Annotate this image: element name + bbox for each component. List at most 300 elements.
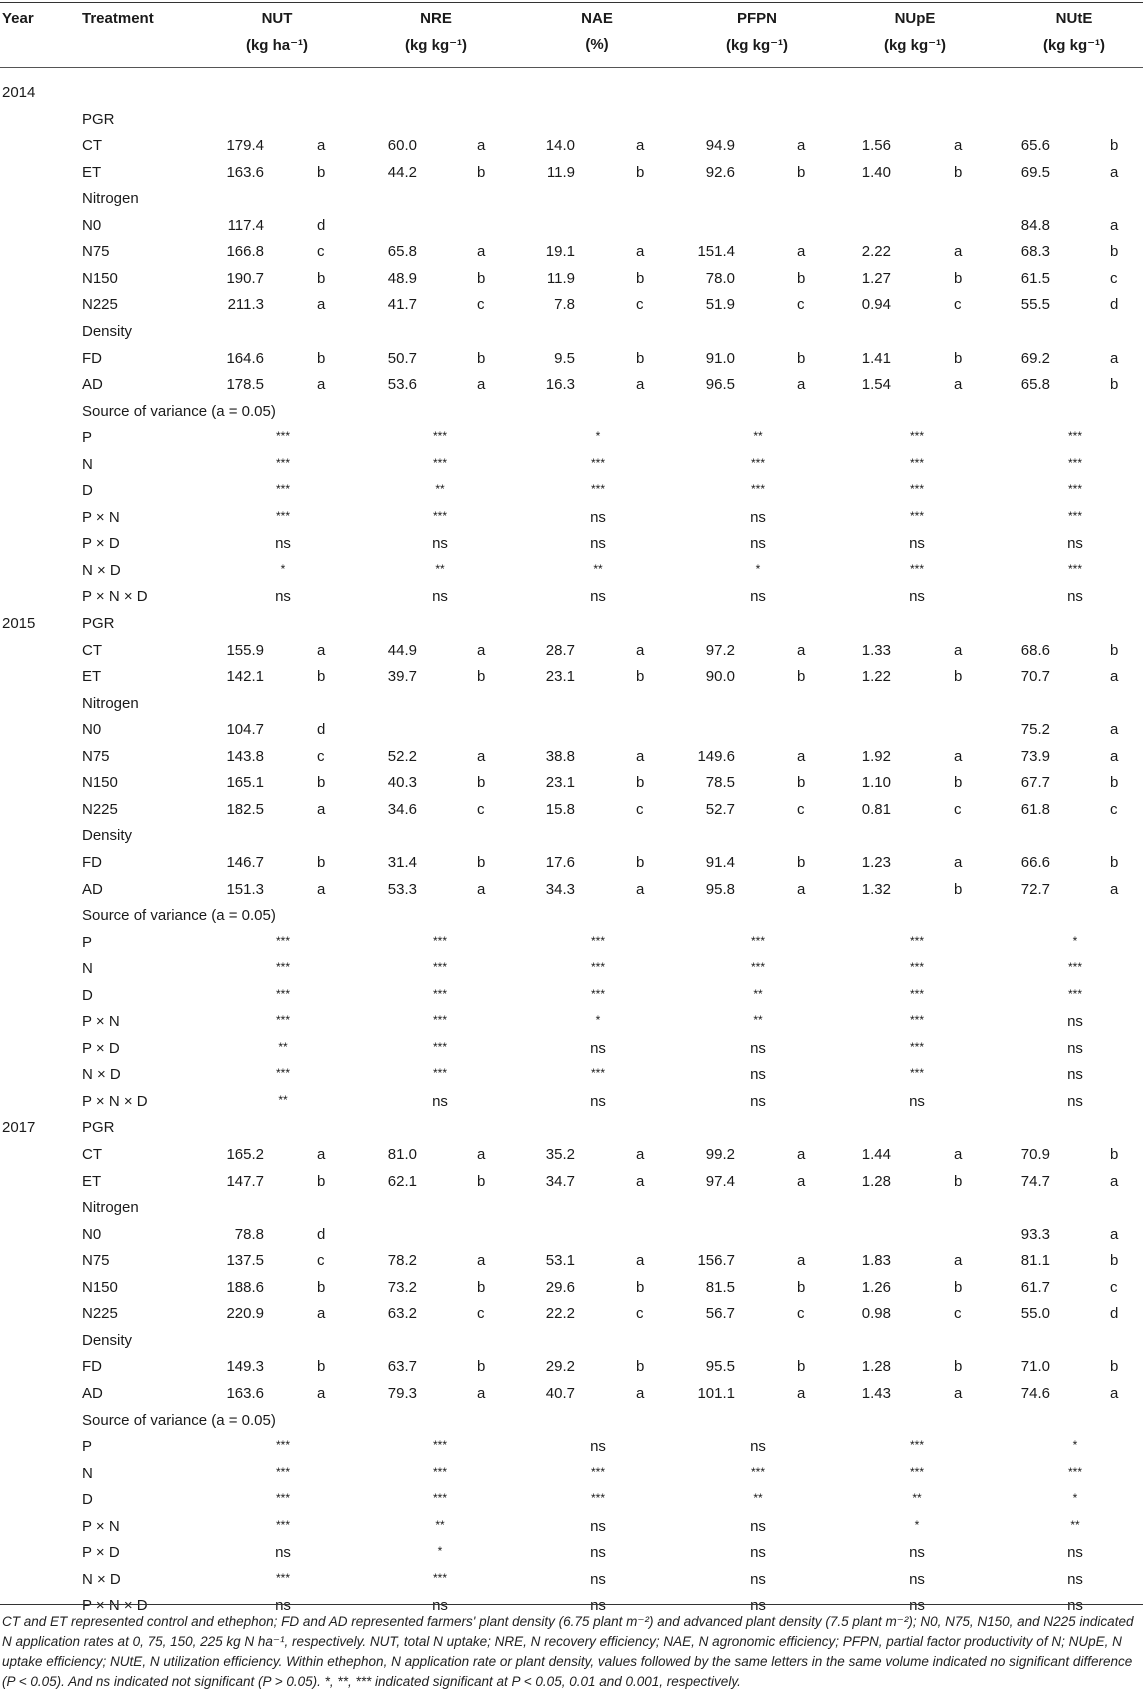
value-cell: 156.7 bbox=[697, 1252, 735, 1270]
letter-cell: a bbox=[1110, 163, 1119, 181]
significance-cell: *** bbox=[750, 482, 765, 497]
group-label: Nitrogen bbox=[82, 1199, 139, 1217]
letter-cell: a bbox=[797, 137, 806, 155]
letter-cell: b bbox=[477, 269, 486, 287]
significance-cell: *** bbox=[432, 1464, 447, 1479]
letter-cell: b bbox=[317, 1172, 326, 1190]
value-cell: 53.6 bbox=[387, 376, 417, 394]
value-cell: 61.7 bbox=[1020, 1278, 1050, 1296]
significance-row bbox=[0, 956, 1143, 982]
significance-cell: *** bbox=[909, 1438, 924, 1453]
value-cell: 53.1 bbox=[545, 1252, 575, 1270]
table-footnote: CT and ET represented control and ethephon; FD and AD represented farmers' plant density (6.75 plant m⁻²) and advanced plant density (7.5 plant m⁻²); N0, N75, N150, and N225 indicated N application rates at 0, 75, 150, 225 kg N ha⁻¹, respectively. NUT, total N uptake; NRE, N recovery efficiency; NAE, N agronomic efficiency; PFPN, partial factor productivity of N; NUpE, N uptake efficiency; NUtE, N utilization efficiency. Within ethephon, N application rate or plant density, values followed by the same letters in the same volume indicated no significant difference (P < 0.05). And ns indicated not significant (P > 0.05). *, **, *** indicated significant at P < 0.05, 0.01 and 0.001, respectively. bbox=[2, 1614, 1134, 1689]
value-cell: 1.27 bbox=[861, 269, 891, 287]
header-nre: NRE bbox=[420, 10, 452, 27]
significance-row bbox=[0, 1089, 1143, 1115]
value-cell: 61.8 bbox=[1020, 800, 1050, 818]
significance-cell: * bbox=[280, 561, 286, 576]
value-cell: 165.2 bbox=[226, 1146, 264, 1163]
significance-cell: *** bbox=[275, 1438, 290, 1453]
value-cell: 7.8 bbox=[554, 296, 575, 314]
letter-cell: a bbox=[477, 243, 486, 261]
letter-cell: c bbox=[477, 800, 485, 818]
letter-cell: b bbox=[477, 668, 486, 686]
value-cell: 34.7 bbox=[545, 1172, 575, 1190]
value-cell: 142.1 bbox=[226, 668, 264, 686]
treatment-label: P × N × D bbox=[82, 588, 148, 606]
letter-cell: b bbox=[317, 349, 326, 367]
letter-cell: b bbox=[797, 1358, 806, 1376]
letter-cell: a bbox=[797, 243, 806, 261]
letter-cell: c bbox=[636, 296, 644, 314]
value-cell: 16.3 bbox=[545, 376, 575, 394]
letter-cell: a bbox=[954, 641, 963, 659]
treatment-label: FD bbox=[82, 349, 102, 367]
value-cell: 65.8 bbox=[387, 243, 417, 261]
value-cell: 81.1 bbox=[1020, 1252, 1050, 1270]
table-row bbox=[0, 346, 1143, 372]
significance-cell: ** bbox=[753, 986, 763, 1001]
letter-cell: a bbox=[636, 641, 645, 659]
significance-cell: *** bbox=[275, 1013, 290, 1028]
treatment-label: P bbox=[82, 933, 93, 951]
treatment-label: P bbox=[82, 1438, 93, 1456]
value-cell: 179.4 bbox=[226, 137, 264, 155]
group-row bbox=[0, 823, 1143, 849]
significance-cell: ** bbox=[435, 1517, 445, 1532]
value-cell: 1.54 bbox=[861, 376, 891, 394]
letter-cell: a bbox=[954, 853, 963, 871]
letter-cell: b bbox=[954, 880, 963, 898]
significance-cell: ns bbox=[750, 588, 766, 606]
significance-cell: ns bbox=[590, 1438, 606, 1456]
letter-cell: a bbox=[317, 137, 326, 155]
value-cell: 70.9 bbox=[1020, 1146, 1050, 1163]
table-row bbox=[0, 638, 1143, 664]
letter-cell: b bbox=[636, 1278, 645, 1296]
significance-cell: ns bbox=[1067, 1570, 1083, 1588]
value-cell: 44.9 bbox=[387, 641, 417, 659]
letter-cell: b bbox=[797, 163, 806, 181]
significance-cell: *** bbox=[909, 1039, 924, 1054]
value-cell: 15.8 bbox=[545, 800, 575, 818]
value-cell: 92.6 bbox=[705, 163, 735, 181]
significance-cell: ns bbox=[432, 535, 448, 553]
letter-cell: c bbox=[317, 243, 325, 261]
value-cell: 65.6 bbox=[1020, 137, 1050, 155]
significance-cell: ns bbox=[1067, 1092, 1083, 1110]
value-cell: 149.3 bbox=[226, 1358, 264, 1376]
significance-row bbox=[0, 983, 1143, 1009]
table-row bbox=[0, 877, 1143, 903]
significance-cell: *** bbox=[275, 960, 290, 975]
significance-cell: *** bbox=[275, 1570, 290, 1585]
significance-row bbox=[0, 478, 1143, 504]
value-cell: 40.3 bbox=[387, 774, 417, 792]
letter-cell: b bbox=[954, 774, 963, 792]
significance-cell: *** bbox=[432, 455, 447, 470]
value-cell: 62.1 bbox=[387, 1172, 417, 1190]
value-cell: 164.6 bbox=[226, 349, 264, 367]
letter-cell: a bbox=[317, 1146, 326, 1163]
letter-cell: c bbox=[636, 800, 644, 818]
letter-cell: a bbox=[477, 137, 486, 155]
value-cell: 0.81 bbox=[861, 800, 891, 818]
letter-cell: b bbox=[954, 163, 963, 181]
value-cell: 166.8 bbox=[226, 243, 264, 261]
significance-cell: ns bbox=[432, 588, 448, 606]
letter-cell: a bbox=[317, 800, 326, 818]
treatment-label: P × D bbox=[82, 1039, 120, 1057]
significance-cell: *** bbox=[1067, 508, 1082, 523]
letter-cell: a bbox=[797, 747, 806, 765]
significance-cell: ns bbox=[275, 588, 291, 606]
value-cell: 1.26 bbox=[861, 1278, 891, 1296]
value-cell: 69.5 bbox=[1020, 163, 1050, 181]
treatment-label: CT bbox=[82, 641, 102, 659]
significance-row bbox=[0, 505, 1143, 531]
treatment-label: P × N bbox=[82, 508, 120, 526]
group-label: Density bbox=[82, 1331, 133, 1349]
significance-cell: *** bbox=[750, 1464, 765, 1479]
header-unit: (kg kg⁻¹) bbox=[883, 37, 947, 54]
value-cell: 40.7 bbox=[545, 1384, 575, 1402]
letter-cell: a bbox=[636, 243, 645, 261]
significance-cell: *** bbox=[909, 508, 924, 523]
letter-cell: a bbox=[797, 1252, 806, 1270]
value-cell: 34.6 bbox=[387, 800, 417, 818]
significance-cell: ** bbox=[593, 561, 603, 576]
group-label: PGR bbox=[82, 1119, 115, 1137]
letter-cell: a bbox=[954, 747, 963, 765]
value-cell: 52.2 bbox=[387, 747, 417, 765]
value-cell: 56.7 bbox=[705, 1305, 735, 1323]
significance-cell: * bbox=[1072, 1438, 1078, 1453]
header-unit: (%) bbox=[585, 36, 609, 53]
treatment-label: P × N × D bbox=[82, 1597, 148, 1615]
treatment-label: N bbox=[82, 960, 93, 978]
letter-cell: b bbox=[797, 269, 806, 287]
value-cell: 70.7 bbox=[1020, 668, 1050, 686]
value-cell: 151.3 bbox=[226, 880, 264, 898]
header-rule bbox=[0, 67, 1143, 68]
significance-cell: ns bbox=[1067, 1597, 1083, 1615]
value-cell: 81.0 bbox=[387, 1146, 417, 1163]
letter-cell: a bbox=[317, 1305, 326, 1323]
value-cell: 73.9 bbox=[1020, 747, 1050, 765]
treatment-label: ET bbox=[82, 1172, 102, 1190]
table-row bbox=[0, 133, 1143, 159]
group-label: Density bbox=[82, 322, 133, 340]
top-rule bbox=[0, 2, 1143, 3]
letter-cell: b bbox=[317, 1358, 326, 1376]
letter-cell: b bbox=[477, 1358, 486, 1376]
value-cell: 65.8 bbox=[1020, 376, 1050, 394]
letter-cell: a bbox=[477, 641, 486, 659]
significance-cell: ns bbox=[750, 1570, 766, 1588]
significance-row bbox=[0, 1514, 1143, 1540]
significance-cell: ** bbox=[435, 561, 445, 576]
letter-cell: b bbox=[1110, 376, 1119, 394]
letter-cell: b bbox=[636, 668, 645, 686]
letter-cell: a bbox=[954, 1146, 963, 1163]
value-cell: 22.2 bbox=[545, 1305, 575, 1323]
letter-cell: a bbox=[636, 1146, 645, 1163]
significance-cell: ns bbox=[1067, 588, 1083, 606]
value-cell: 78.5 bbox=[705, 774, 735, 792]
significance-row bbox=[0, 1036, 1143, 1062]
significance-cell: * bbox=[595, 429, 601, 444]
significance-cell: *** bbox=[590, 455, 605, 470]
value-cell: 63.2 bbox=[387, 1305, 417, 1323]
header-unit: (kg kg⁻¹) bbox=[404, 37, 468, 54]
letter-cell: c bbox=[954, 800, 962, 818]
treatment-label: FD bbox=[82, 1358, 102, 1376]
value-cell: 68.6 bbox=[1020, 641, 1050, 659]
table-row bbox=[0, 1169, 1143, 1195]
letter-cell: b bbox=[797, 349, 806, 367]
value-cell: 84.8 bbox=[1020, 216, 1050, 234]
treatment-label: N150 bbox=[82, 269, 118, 287]
value-cell: 17.6 bbox=[545, 853, 575, 871]
letter-cell: a bbox=[636, 747, 645, 765]
treatment-label: AD bbox=[82, 1384, 103, 1402]
letter-cell: c bbox=[477, 1305, 485, 1323]
letter-cell: b bbox=[477, 163, 486, 181]
letter-cell: c bbox=[1110, 1278, 1118, 1296]
letter-cell: a bbox=[636, 880, 645, 898]
value-cell: 50.7 bbox=[387, 349, 417, 367]
treatment-label: CT bbox=[82, 1146, 102, 1163]
value-cell: 81.5 bbox=[705, 1278, 735, 1296]
table-row bbox=[0, 770, 1143, 796]
value-cell: 23.1 bbox=[545, 774, 575, 792]
letter-cell: c bbox=[1110, 800, 1118, 818]
value-cell: 52.7 bbox=[705, 800, 735, 818]
significance-cell: ns bbox=[590, 1544, 606, 1562]
value-cell: 11.9 bbox=[546, 269, 575, 287]
treatment-label: P × N bbox=[82, 1517, 120, 1535]
year-label: 2015 bbox=[2, 615, 36, 632]
table-row bbox=[0, 797, 1143, 823]
significance-row bbox=[0, 1540, 1143, 1566]
letter-cell: a bbox=[954, 1252, 963, 1270]
significance-cell: ns bbox=[590, 1092, 606, 1110]
letter-cell: b bbox=[317, 1278, 326, 1296]
significance-cell: ns bbox=[909, 1570, 925, 1588]
header-unit: (kg kg⁻¹) bbox=[725, 37, 789, 54]
significance-cell: *** bbox=[1067, 960, 1082, 975]
group-row bbox=[0, 1115, 1143, 1141]
treatment-label: N × D bbox=[82, 1066, 121, 1084]
letter-cell: a bbox=[317, 1384, 326, 1402]
value-cell: 72.7 bbox=[1020, 880, 1050, 898]
letter-cell: b bbox=[317, 163, 326, 181]
letter-cell: b bbox=[797, 774, 806, 792]
significance-cell: *** bbox=[590, 960, 605, 975]
value-cell: 1.44 bbox=[861, 1146, 891, 1163]
group-label: PGR bbox=[82, 110, 115, 128]
treatment-label: P bbox=[82, 429, 93, 447]
treatment-label: N150 bbox=[82, 1278, 118, 1296]
significance-cell: *** bbox=[432, 1039, 447, 1054]
value-cell: 0.94 bbox=[861, 296, 891, 314]
table-row bbox=[0, 1301, 1143, 1327]
treatment-label: AD bbox=[82, 880, 103, 898]
group-label: Nitrogen bbox=[82, 190, 139, 208]
significance-cell: ** bbox=[278, 1092, 288, 1107]
treatment-label: N0 bbox=[82, 721, 102, 739]
value-cell: 101.1 bbox=[697, 1384, 735, 1402]
treatment-label: N75 bbox=[82, 243, 110, 261]
significance-cell: * bbox=[1072, 933, 1078, 948]
table-row bbox=[0, 1354, 1143, 1380]
treatment-label: N225 bbox=[82, 800, 118, 818]
value-cell: 149.6 bbox=[697, 747, 735, 765]
value-cell: 99.2 bbox=[705, 1146, 735, 1163]
significance-cell: ns bbox=[909, 1092, 925, 1110]
letter-cell: d bbox=[317, 216, 326, 234]
bottom-rule bbox=[0, 1604, 1143, 1605]
significance-cell: ns bbox=[275, 1544, 291, 1562]
letter-cell: b bbox=[636, 163, 645, 181]
letter-cell: a bbox=[477, 1146, 486, 1163]
letter-cell: c bbox=[636, 1305, 644, 1323]
value-cell: 163.6 bbox=[226, 163, 264, 181]
significance-cell: *** bbox=[432, 960, 447, 975]
group-row bbox=[0, 903, 1143, 929]
value-cell: 11.9 bbox=[546, 163, 575, 181]
group-label: Source of variance (a = 0.05) bbox=[82, 1411, 276, 1429]
letter-cell: b bbox=[477, 774, 486, 792]
significance-cell: *** bbox=[1067, 1464, 1082, 1479]
value-cell: 53.3 bbox=[387, 880, 417, 898]
significance-cell: *** bbox=[909, 933, 924, 948]
value-cell: 1.32 bbox=[861, 880, 891, 898]
treatment-label: AD bbox=[82, 376, 103, 394]
letter-cell: a bbox=[1110, 1172, 1119, 1190]
value-cell: 1.23 bbox=[861, 853, 891, 871]
treatment-label: N75 bbox=[82, 1252, 110, 1270]
significance-cell: *** bbox=[909, 1464, 924, 1479]
value-cell: 23.1 bbox=[545, 668, 575, 686]
letter-cell: a bbox=[797, 1146, 806, 1163]
value-cell: 78.2 bbox=[387, 1252, 417, 1270]
significance-row bbox=[0, 425, 1143, 451]
letter-cell: b bbox=[477, 1172, 486, 1190]
significance-cell: *** bbox=[909, 1013, 924, 1028]
treatment-label: CT bbox=[82, 137, 102, 155]
significance-cell: *** bbox=[590, 1464, 605, 1479]
value-cell: 48.9 bbox=[387, 269, 417, 287]
group-label: PGR bbox=[82, 615, 115, 632]
significance-cell: *** bbox=[750, 933, 765, 948]
treatment-label: P × D bbox=[82, 535, 120, 553]
letter-cell: b bbox=[1110, 774, 1119, 792]
value-cell: 104.7 bbox=[226, 721, 264, 739]
treatment-label: D bbox=[82, 986, 93, 1004]
header-nae: NAE bbox=[581, 10, 613, 27]
letter-cell: a bbox=[636, 1252, 645, 1270]
significance-cell: *** bbox=[750, 455, 765, 470]
significance-cell: *** bbox=[909, 429, 924, 444]
table-row bbox=[0, 1381, 1143, 1407]
significance-cell: ns bbox=[909, 1544, 925, 1562]
letter-cell: a bbox=[954, 243, 963, 261]
significance-cell: *** bbox=[1067, 429, 1082, 444]
treatment-label: N × D bbox=[82, 561, 121, 579]
value-cell: 74.6 bbox=[1020, 1384, 1050, 1402]
significance-row bbox=[0, 1434, 1143, 1460]
letter-cell: b bbox=[954, 269, 963, 287]
significance-row bbox=[0, 1461, 1143, 1487]
table-row bbox=[0, 213, 1143, 239]
treatment-label: P × N bbox=[82, 1013, 120, 1031]
value-cell: 34.3 bbox=[545, 880, 575, 898]
value-cell: 9.5 bbox=[554, 349, 575, 367]
significance-cell: *** bbox=[432, 1570, 447, 1585]
value-cell: 66.6 bbox=[1020, 853, 1050, 871]
value-cell: 1.33 bbox=[861, 641, 891, 659]
significance-row bbox=[0, 930, 1143, 956]
value-cell: 1.56 bbox=[861, 137, 891, 155]
letter-cell: c bbox=[317, 747, 325, 765]
group-label: Source of variance (a = 0.05) bbox=[82, 907, 276, 925]
significance-cell: * bbox=[595, 1013, 601, 1028]
value-cell: 55.0 bbox=[1020, 1305, 1050, 1323]
significance-cell: *** bbox=[590, 1491, 605, 1506]
letter-cell: b bbox=[317, 774, 326, 792]
value-cell: 69.2 bbox=[1020, 349, 1050, 367]
letter-cell: b bbox=[954, 349, 963, 367]
significance-cell: ** bbox=[278, 1039, 288, 1054]
value-cell: 19.1 bbox=[545, 243, 575, 261]
group-label: Nitrogen bbox=[82, 694, 139, 712]
value-cell: 75.2 bbox=[1020, 721, 1050, 739]
significance-cell: ns bbox=[1067, 1013, 1083, 1031]
significance-row bbox=[0, 531, 1143, 557]
significance-cell: *** bbox=[909, 986, 924, 1001]
letter-cell: d bbox=[1110, 296, 1119, 314]
significance-cell: ns bbox=[432, 1092, 448, 1110]
table-row bbox=[0, 1222, 1143, 1248]
value-cell: 73.2 bbox=[387, 1278, 417, 1296]
significance-cell: ** bbox=[753, 429, 763, 444]
significance-row bbox=[0, 1009, 1143, 1035]
treatment-label: N150 bbox=[82, 774, 118, 792]
value-cell: 38.8 bbox=[545, 747, 575, 765]
significance-cell: *** bbox=[909, 561, 924, 576]
value-cell: 188.6 bbox=[226, 1278, 264, 1296]
treatment-label: N bbox=[82, 455, 93, 473]
letter-cell: a bbox=[636, 1384, 645, 1402]
significance-cell: * bbox=[914, 1517, 920, 1532]
letter-cell: a bbox=[477, 1252, 486, 1270]
significance-cell: ns bbox=[750, 1517, 766, 1535]
table-row bbox=[0, 717, 1143, 743]
letter-cell: b bbox=[1110, 1358, 1119, 1376]
value-cell: 1.10 bbox=[861, 774, 891, 792]
year-label: 2017 bbox=[2, 1119, 36, 1137]
significance-cell: *** bbox=[432, 1491, 447, 1506]
table-row bbox=[0, 160, 1143, 186]
treatment-label: N0 bbox=[82, 216, 102, 234]
letter-cell: d bbox=[317, 1225, 326, 1243]
table-row bbox=[0, 239, 1143, 265]
value-cell: 178.5 bbox=[226, 376, 264, 394]
significance-cell: ns bbox=[750, 508, 766, 526]
value-cell: 1.22 bbox=[861, 668, 891, 686]
